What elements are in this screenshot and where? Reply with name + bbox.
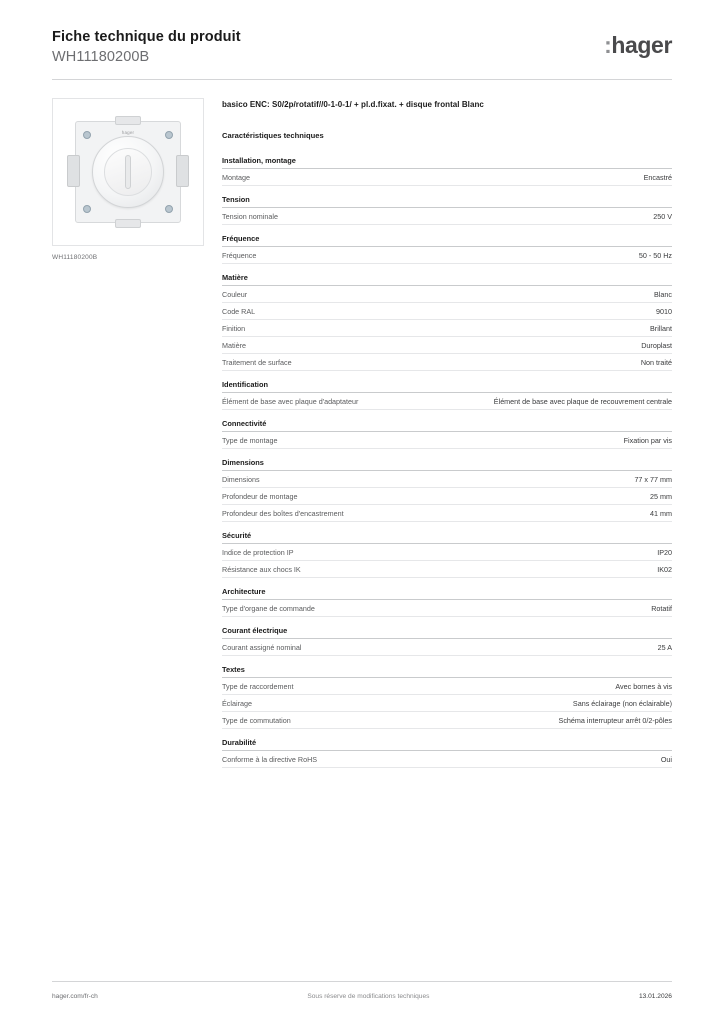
spec-group <box>222 156 672 186</box>
spec-group-title: Courant électrique <box>222 626 672 639</box>
spec-row <box>222 471 672 488</box>
spec-group <box>222 531 672 578</box>
spec-value: Brillant <box>650 323 672 333</box>
spec-value: 25 A <box>657 642 672 652</box>
spec-value: 41 mm <box>650 508 672 518</box>
spec-row <box>222 247 672 264</box>
spec-row <box>222 505 672 522</box>
plate-tab-bottom <box>115 219 141 228</box>
header-title-block <box>52 26 241 67</box>
spec-group <box>222 738 672 768</box>
document-header <box>0 0 724 67</box>
spec-value: Duroplast <box>641 340 672 350</box>
spec-label: Fréquence <box>222 250 257 260</box>
spec-value: Schéma interrupteur arrêt 0/2-pôles <box>558 715 672 725</box>
spec-row <box>222 320 672 337</box>
spec-row <box>222 561 672 578</box>
spec-group-title: Sécurité <box>222 531 672 544</box>
product-reference: WH11180200B <box>52 48 150 65</box>
spec-label: Profondeur des boîtes d'encastrement <box>222 508 344 518</box>
footer-disclaimer: Sous réserve de modifications techniques <box>307 993 430 1000</box>
spec-value: Sans éclairage (non éclairable) <box>572 698 672 708</box>
device-brand-label: hager <box>121 130 135 136</box>
spec-row <box>222 432 672 449</box>
page-title: Fiche technique du produit <box>52 29 241 45</box>
spec-row <box>222 337 672 354</box>
spec-label: Type de raccordement <box>222 681 294 691</box>
spec-value: Rotatif <box>651 603 672 613</box>
spec-label: Indice de protection IP <box>222 547 294 557</box>
spec-group <box>222 380 672 410</box>
spec-value: 9010 <box>656 306 672 316</box>
front-disc <box>92 136 164 208</box>
spec-value: Avec bornes à vis <box>615 681 672 691</box>
product-image-column <box>52 98 204 777</box>
spec-row <box>222 695 672 712</box>
spec-group <box>222 458 672 522</box>
spec-row <box>222 678 672 695</box>
spec-label: Résistance aux chocs IK <box>222 564 301 574</box>
spec-group-title: Tension <box>222 195 672 208</box>
document-body <box>0 80 724 777</box>
spec-value: 250 V <box>653 211 672 221</box>
product-image-frame <box>52 98 204 246</box>
spec-label: Dimensions <box>222 474 260 484</box>
spec-row <box>222 639 672 656</box>
spec-value: 25 mm <box>650 491 672 501</box>
spec-group-title: Durabilité <box>222 738 672 751</box>
spec-group-title: Textes <box>222 665 672 678</box>
spec-value: Élément de base avec plaque de recouvrement centrale <box>493 396 672 406</box>
claw-right <box>176 155 189 187</box>
spec-group-title: Architecture <box>222 587 672 600</box>
spec-group-title: Dimensions <box>222 458 672 471</box>
spec-label: Matière <box>222 340 246 350</box>
spec-label: Courant assigné nominal <box>222 642 302 652</box>
spec-label: Éclairage <box>222 698 252 708</box>
spec-row <box>222 488 672 505</box>
spec-value: IP20 <box>657 547 672 557</box>
hager-logo <box>604 26 672 59</box>
plate-tab-top <box>115 116 141 125</box>
spec-value: Encastré <box>643 172 672 182</box>
spec-label: Finition <box>222 323 246 333</box>
specs-section-title: Caractéristiques techniques <box>222 131 324 141</box>
spec-row <box>222 712 672 729</box>
spec-label: Code RAL <box>222 306 256 316</box>
spec-label: Couleur <box>222 289 248 299</box>
spec-label: Profondeur de montage <box>222 491 298 501</box>
rotary-switch-icon <box>69 117 187 227</box>
product-description: basico ENC: S0/2p/rotatif//0-1-0-1/ + pl.d.fixat. + disque frontal Blanc <box>222 100 484 110</box>
spec-row <box>222 354 672 371</box>
spec-group <box>222 419 672 449</box>
footer-divider <box>52 981 672 982</box>
spec-group-title: Fréquence <box>222 234 672 247</box>
spec-row <box>222 393 672 410</box>
spec-label: Traitement de surface <box>222 357 292 367</box>
logo-colon: : <box>604 32 612 58</box>
spec-row <box>222 208 672 225</box>
spec-value: Fixation par vis <box>623 435 672 445</box>
spec-row <box>222 600 672 617</box>
spec-row <box>222 169 672 186</box>
spec-label: Type de montage <box>222 435 278 445</box>
spec-value: Blanc <box>654 289 672 299</box>
document-footer <box>52 993 672 1000</box>
spec-label: Élément de base avec plaque d'adaptateur <box>222 396 359 406</box>
product-image-caption: WH11180200B <box>52 254 98 262</box>
spec-row <box>222 751 672 768</box>
spec-row <box>222 544 672 561</box>
spec-value: 77 x 77 mm <box>634 474 672 484</box>
spec-groups <box>222 156 672 768</box>
footer-website-link[interactable]: hager.com/fr-ch <box>52 993 98 1000</box>
spec-label: Type d'organe de commande <box>222 603 315 613</box>
spec-group <box>222 273 672 371</box>
spec-group <box>222 665 672 729</box>
spec-label: Conforme à la directive RoHS <box>222 754 318 764</box>
spec-group-title: Matière <box>222 273 672 286</box>
specifications-column <box>222 98 672 777</box>
claw-left <box>67 155 80 187</box>
knob-grip <box>125 155 131 189</box>
spec-label: Montage <box>222 172 250 182</box>
spec-label: Tension nominale <box>222 211 278 221</box>
spec-row <box>222 303 672 320</box>
spec-value: IK02 <box>657 564 672 574</box>
footer-date: 13.01.2026 <box>638 993 672 1000</box>
spec-group-title: Identification <box>222 380 672 393</box>
spec-value: Non traité <box>640 357 672 367</box>
spec-row <box>222 286 672 303</box>
spec-group <box>222 234 672 264</box>
spec-label: Type de commutation <box>222 715 291 725</box>
spec-group-title: Installation, montage <box>222 156 672 169</box>
spec-group <box>222 587 672 617</box>
spec-group-title: Connectivité <box>222 419 672 432</box>
spec-value: 50 - 50 Hz <box>638 250 672 260</box>
logo-text: hager <box>611 32 672 58</box>
spec-value: Oui <box>660 754 672 764</box>
spec-group <box>222 626 672 656</box>
spec-group <box>222 195 672 225</box>
